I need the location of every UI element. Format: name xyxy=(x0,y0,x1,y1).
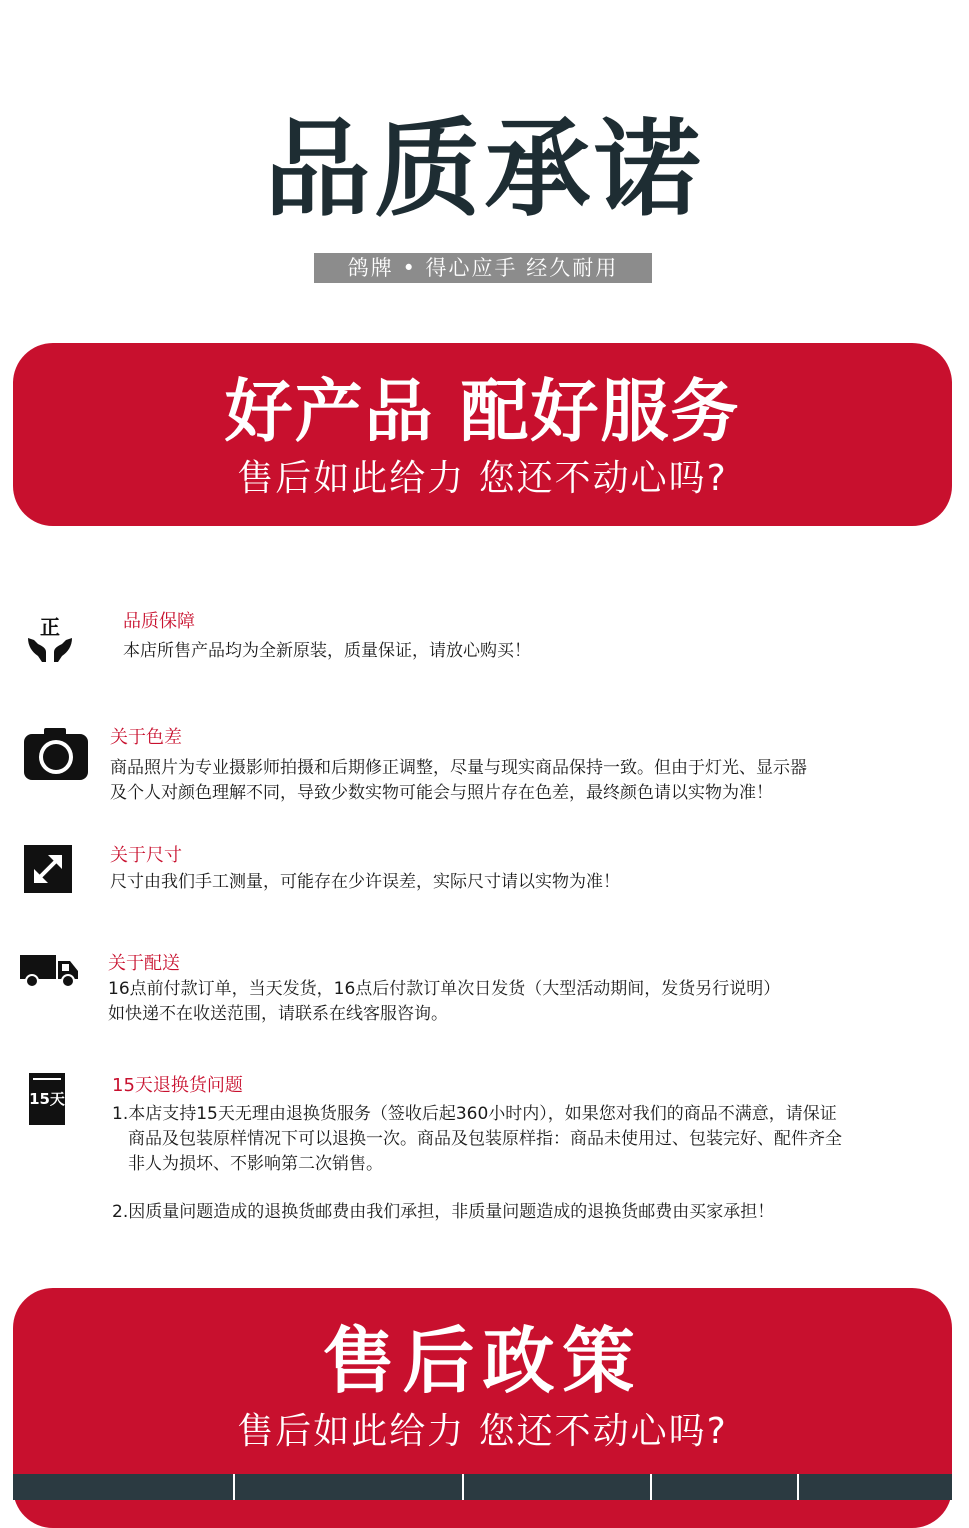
15-days-icon xyxy=(29,1073,65,1125)
policy-banner-subtitle: 售后如此给力 您还不动心吗? xyxy=(237,1411,728,1452)
truck-icon xyxy=(18,953,80,989)
section-size-text: 尺寸由我们手工测量，可能存在少许误差，实际尺寸请以实物为准！ xyxy=(110,872,620,892)
section-size-title: 关于尺寸 xyxy=(110,845,182,866)
page-title: 品质承诺 xyxy=(264,108,705,231)
svg-text:正: 正 xyxy=(40,615,60,639)
service-banner-title: 好产品 配好服务 xyxy=(224,373,741,452)
section-delivery-line-1: 16点前付款订单，当天发货，16点后付款订单次日发货（大型活动期间，发货另行说明） xyxy=(108,979,781,999)
15-days-icon-label: 15天 xyxy=(29,1090,65,1108)
section-returns-line-1: 1.本店支持15天无理由退换货服务（签收后起360小时内），如果您对我们的商品不满意，请保证 xyxy=(112,1104,837,1124)
section-color-line-2: 及个人对颜色理解不同，导致少数实物可能会与照片存在色差，最终颜色请以实物为准！ xyxy=(110,783,773,803)
brand-slogan-bar: 鸽牌 • 得心应手 经久耐用 xyxy=(314,253,652,283)
section-color-line-1: 商品照片为专业摄影师拍摄和后期修正调整，尽量与现实商品保持一致。但由于灯光、显示器 xyxy=(110,758,807,778)
resize-arrow-icon xyxy=(24,845,72,893)
table-header-cell xyxy=(13,1474,235,1500)
policy-table-header xyxy=(13,1474,952,1500)
service-banner-subtitle: 售后如此给力 您还不动心吗? xyxy=(237,458,728,499)
section-delivery-line-2: 如快递不在收送范围，请联系在线客服咨询。 xyxy=(108,1004,448,1024)
section-returns-line-4: 2.因质量问题造成的退换货邮费由我们承担，非质量问题造成的退换货邮费由买家承担！ xyxy=(112,1202,775,1222)
section-returns-title: 15天退换货问题 xyxy=(112,1075,243,1096)
section-quality-title: 品质保障 xyxy=(123,611,195,632)
table-header-cell xyxy=(464,1474,652,1500)
section-quality-text: 本店所售产品均为全新原装，质量保证，请放心购买！ xyxy=(123,641,531,661)
table-header-cell xyxy=(652,1474,800,1500)
table-header-cell xyxy=(799,1474,952,1500)
section-returns-line-2: 商品及包装原样情况下可以退换一次。商品及包装原样指：商品未使用过、包装完好、配件齐全 xyxy=(128,1129,842,1149)
section-delivery-title: 关于配送 xyxy=(108,953,180,974)
policy-banner-title: 售后政策 xyxy=(322,1319,643,1403)
section-returns-line-3: 非人为损坏、不影响第二次销售。 xyxy=(128,1154,383,1174)
section-color-title: 关于色差 xyxy=(110,727,182,748)
service-banner xyxy=(13,343,952,526)
camera-icon xyxy=(22,726,90,782)
hands-zheng-icon xyxy=(24,612,76,664)
table-header-cell xyxy=(235,1474,465,1500)
